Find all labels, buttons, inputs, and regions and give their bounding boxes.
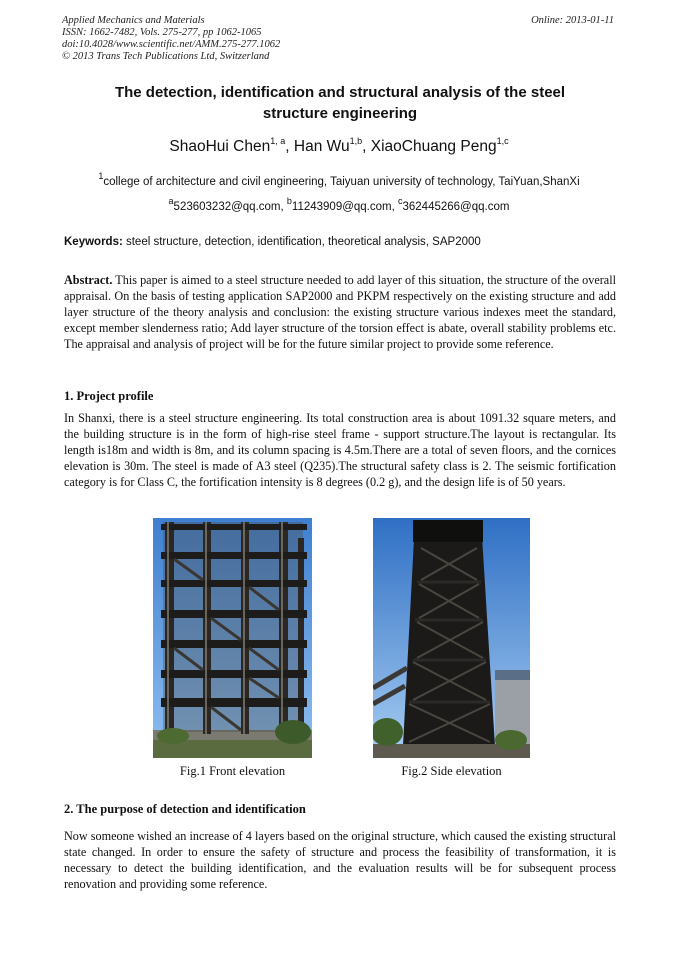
section-heading-project-profile: 1. Project profile xyxy=(64,389,154,403)
author-name: ShaoHui Chen xyxy=(169,138,271,156)
figure-side-elevation-photo xyxy=(373,518,530,758)
abstract xyxy=(64,272,616,352)
affiliation-text: college of architecture and civil engineering, Taiyuan university of technology, TaiYuan,ShanXi xyxy=(103,175,580,188)
section-heading-purpose: 2. The purpose of detection and identification xyxy=(64,802,306,816)
affiliation-sup: 1 xyxy=(98,171,104,181)
figure-caption-2: Fig.2 Side elevation xyxy=(401,764,502,778)
author-name: Han Wu xyxy=(293,138,350,156)
journal-name: Applied Mechanics and Materials xyxy=(62,15,205,26)
side-elevation-illustration xyxy=(373,518,530,758)
copyright-line: © 2013 Trans Tech Publications Ltd, Switzerland xyxy=(62,51,270,62)
author-list xyxy=(0,137,678,156)
online-date: Online: 2013-01-11 xyxy=(531,15,614,26)
paper-title xyxy=(90,82,590,124)
keywords-text: steel structure, detection, identification, theoretical analysis, SAP2000 xyxy=(122,236,481,248)
section-body-project-profile: In Shanxi, there is a steel structure engineering. Its total construction area is about 1091.32 square meters, and the building structure is in the form of high-rise steel frame - support structure.The layout is rectangular. Its length is18m and width is 8m, and its column spacing is 4.5m.There are a total of seven floors, and the cornices elevation is 30m. The steel is made of A3 steel (Q235).The structural safety class is 2. The seismic fortification category is for Class C, the fortification intensity is 8 degrees (0.2 g), and the design life is of 50 years. xyxy=(64,411,616,489)
email-list xyxy=(0,197,678,213)
abstract-text: This paper is aimed to a steel structure needed to add layer of this situation, the structure of the overall appraisal. On the basis of testing application SAP2000 and PKPM respectively on the existing structure and add layer structure of the theory analysis and conclusion: the existing structure various indexes meet the standard, except member slenderness ratio; Add layer structure of the torsion effect is abate, overall stability problems etc. The appraisal and analysis of project will be for the future similar project to provide some reference. xyxy=(64,273,616,351)
author-separator: , xyxy=(285,138,294,156)
author-sup: 1,b xyxy=(349,136,363,146)
keywords xyxy=(64,236,616,248)
title-line-1: The detection, identification and structural analysis of the steel xyxy=(114,84,566,101)
author-name: XiaoChuang Peng xyxy=(370,138,497,156)
issn-line: ISSN: 1662-7482, Vols. 275-277, pp 1062-1065 xyxy=(62,27,262,38)
running-header xyxy=(62,15,280,63)
email-link[interactable]: 362445266@qq.com xyxy=(402,200,510,213)
author-separator: , xyxy=(362,138,371,156)
section-body-purpose: Now someone wished an increase of 4 layers based on the original structure, which caused the existing structural state changed. In order to ensure the safety of structure and process the feasibility of transformation, it is necessary to detect the building identification, and the evaluation results will be for subsequent process renovation and providing some reference. xyxy=(64,829,616,891)
doi-line: doi:10.4028/www.scientific.net/AMM.275-277.1062 xyxy=(62,39,281,50)
author-sup: 1, a xyxy=(270,136,286,146)
affiliation xyxy=(0,172,678,188)
email-sup: c xyxy=(398,196,403,206)
figure-front-elevation-photo xyxy=(153,518,312,758)
keywords-label: Keywords: xyxy=(64,236,123,248)
figure-caption-1: Fig.1 Front elevation xyxy=(179,764,286,778)
email-separator: , xyxy=(280,200,287,213)
title-line-2: structure engineering xyxy=(262,105,418,122)
email-sup: b xyxy=(286,196,292,206)
email-separator: , xyxy=(391,200,398,213)
abstract-label: Abstract. xyxy=(64,273,113,287)
front-elevation-illustration xyxy=(153,518,312,758)
email-link[interactable]: 11243909@qq.com xyxy=(291,200,392,213)
author-sup: 1,c xyxy=(496,136,509,146)
email-link[interactable]: 523603232@qq.com xyxy=(173,200,281,213)
email-sup: a xyxy=(168,196,174,206)
